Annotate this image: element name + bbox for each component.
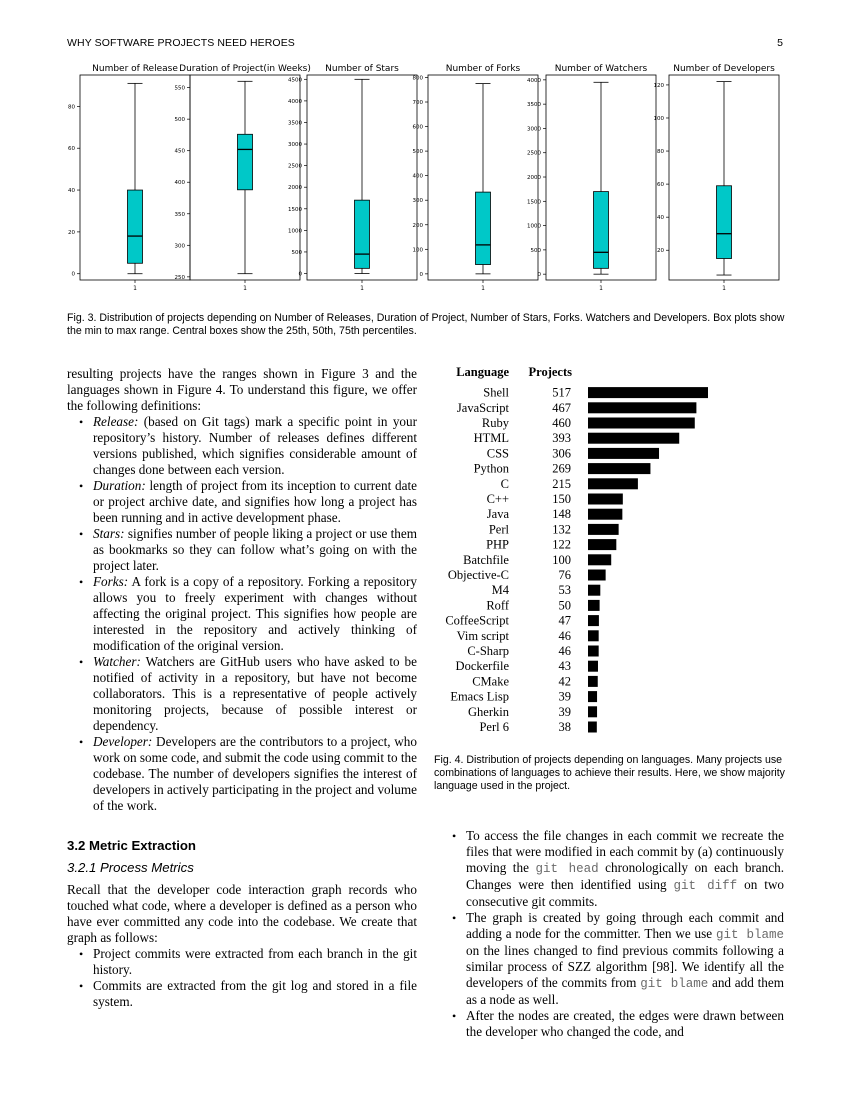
panel-title: Number of Forks — [445, 64, 521, 74]
x-tick-label: 1 — [599, 285, 603, 292]
y-tick-label: 2000 — [527, 175, 541, 182]
panel-title: Duration of Project(in Weeks) — [179, 64, 311, 74]
definition-text: A fork is a copy of a repository. Forking a repository allows you to freely experiment with changes without affecting the original project. This signifies how people are interested in the repository and actively thinking of modification of the original version. — [93, 574, 417, 653]
boxplot-panel — [288, 64, 417, 292]
project-count-label: 38 — [558, 720, 571, 734]
panel-title: Number of Stars — [325, 64, 399, 74]
language-bar — [588, 600, 600, 611]
y-tick-label: 20 — [68, 229, 75, 236]
iqr-box — [128, 190, 143, 263]
step-item: • Project commits were extracted from each branch in the git history. — [93, 946, 417, 978]
code-git-head: git head — [535, 862, 599, 876]
iqr-box — [238, 134, 253, 190]
definition-term: Stars: — [93, 526, 125, 541]
y-tick-label: 1000 — [288, 228, 302, 235]
panel-title: Number of Developers — [673, 64, 775, 74]
boxplot-panel — [527, 64, 656, 292]
step-item — [466, 910, 784, 1008]
language-bar — [588, 585, 600, 596]
language-bar — [588, 661, 598, 672]
y-tick-label: 120 — [653, 82, 664, 89]
project-count-label: 393 — [552, 431, 571, 446]
y-tick-label: 4000 — [527, 77, 541, 84]
project-count-label: 76 — [558, 568, 571, 582]
language-bar — [588, 448, 659, 459]
project-count-label: 148 — [552, 507, 571, 522]
y-tick-label: 2000 — [288, 185, 302, 192]
y-tick-label: 1500 — [527, 199, 541, 206]
project-count-label: 122 — [552, 537, 571, 552]
language-label: C++ — [486, 492, 509, 506]
y-tick-label: 500 — [412, 149, 423, 156]
boxplot-panel — [68, 64, 190, 292]
process-steps-list — [440, 828, 784, 1040]
project-count-label: 517 — [552, 385, 571, 400]
language-bar — [588, 554, 611, 565]
y-tick-label: 60 — [68, 146, 75, 153]
project-count-label: 39 — [558, 704, 571, 719]
y-tick-label: 100 — [412, 247, 423, 254]
running-title: WHY SOFTWARE PROJECTS NEED HEROES — [67, 37, 295, 49]
y-tick-label: 3500 — [527, 102, 541, 109]
step-item: • After the nodes are created, the edges were drawn between the developer who changed the code, and — [466, 1008, 784, 1040]
definition-item — [93, 414, 417, 478]
definition-text: Watchers are GitHub users who have asked to be notified of activity in a repository, but have not become collaborators. This is a representative of people actively monitoring projects, because of possible interest or dependency. — [93, 654, 417, 733]
step-item: • Commits are extracted from the git log and stored in a file system. — [93, 978, 417, 1010]
definition-term: Duration: — [93, 478, 146, 493]
y-tick-label: 200 — [412, 222, 423, 229]
language-label: HTML — [473, 431, 509, 446]
language-bar — [588, 646, 599, 657]
boxplot-panels — [60, 60, 790, 300]
y-tick-label: 500 — [174, 117, 185, 124]
y-tick-label: 700 — [412, 100, 423, 107]
y-tick-label: 400 — [174, 180, 185, 187]
definition-item — [93, 478, 417, 526]
column-header-language: Language — [456, 365, 509, 379]
definitions-list — [67, 414, 417, 814]
y-tick-label: 40 — [68, 188, 75, 195]
project-count-label: 132 — [552, 522, 571, 537]
y-tick-label: 0 — [71, 271, 75, 278]
project-count-label: 100 — [552, 552, 571, 567]
project-count-label: 43 — [558, 659, 571, 674]
definition-term: Watcher: — [93, 654, 141, 669]
project-count-label: 39 — [558, 689, 571, 704]
definition-text: Developers are the contributors to a project, who work on some code, and submit the code using commit to the codebase. The number of developers signifies the interest of developers in actively participating in the project and volume of the work. — [93, 734, 417, 813]
language-label: Gherkin — [468, 704, 509, 719]
project-count-label: 47 — [558, 613, 571, 628]
steps-list — [67, 946, 417, 1010]
y-tick-label: 500 — [291, 249, 302, 256]
x-tick-label: 1 — [243, 285, 247, 292]
subsection-heading: 3.2.1 Process Metrics — [67, 860, 194, 875]
definition-term: Forks: — [93, 574, 129, 589]
boxplot-panel — [413, 64, 539, 292]
project-count-label: 46 — [558, 628, 571, 643]
step-text: on the lines changed to find previous commits following a similar process of SZZ algorithm [98]. We identify all the developers of the commits from — [466, 943, 784, 990]
x-tick-label: 1 — [481, 285, 485, 292]
language-label: C-Sharp — [467, 644, 509, 658]
language-label: JavaScript — [456, 400, 509, 415]
language-label: Ruby — [481, 416, 509, 430]
y-tick-label: 60 — [657, 182, 664, 189]
definition-text: signifies number of people liking a project or use them as bookmarks so they can follow what’s going on with the project later. — [93, 526, 417, 573]
figure-3-caption: Fig. 3. Distribution of projects depending on Number of Releases, Duration of Project, Number of Stars, Forks. Watchers and Developers. Box plots show the min to max range. Central boxes show the 25th, 50th, 75th percentiles. — [67, 312, 785, 337]
language-label: Vim script — [456, 628, 509, 643]
panel-title: Number of Watchers — [554, 64, 648, 74]
language-bar — [588, 615, 599, 626]
boxplot-panel — [654, 64, 780, 292]
figure-4-caption: Fig. 4. Distribution of projects depending on languages. Many projects use combinations of languages to achieve their results. Here, we show majority language used in the project. — [434, 754, 785, 792]
definition-text: length of project from its inception to current date or project archive date, and signifies how long a project has been running and in active development phase. — [93, 478, 417, 525]
language-label: Perl — [488, 522, 509, 537]
language-label: CoffeeScript — [445, 613, 509, 628]
y-tick-label: 3000 — [527, 126, 541, 133]
y-tick-label: 550 — [174, 85, 185, 92]
code-git-blame: git blame — [715, 928, 785, 942]
y-tick-label: 2500 — [288, 163, 302, 170]
page-number: 5 — [777, 37, 783, 49]
language-bar — [588, 433, 679, 444]
language-label: Shell — [483, 385, 509, 400]
y-tick-label: 80 — [68, 104, 75, 111]
definition-item — [93, 574, 417, 654]
language-label: M4 — [491, 583, 509, 598]
language-label: Perl 6 — [479, 720, 509, 734]
language-bar — [588, 570, 606, 581]
language-bar — [588, 539, 616, 550]
project-count-label: 53 — [558, 583, 571, 598]
language-bar — [588, 722, 597, 733]
y-tick-label: 3000 — [288, 142, 302, 149]
y-tick-label: 300 — [174, 243, 185, 250]
y-tick-label: 0 — [419, 271, 423, 278]
x-tick-label: 1 — [722, 285, 726, 292]
language-bar-chart — [440, 364, 785, 736]
y-tick-label: 400 — [412, 173, 423, 180]
language-bar — [588, 676, 598, 687]
definition-item — [93, 734, 417, 814]
y-tick-label: 1500 — [288, 206, 302, 213]
x-tick-label: 1 — [360, 285, 364, 292]
step-text: To access the file changes in each commit we recreate the files that were modified in each commit by (a) continuously moving the — [466, 828, 784, 875]
figure-3-boxplots — [60, 60, 790, 300]
project-count-label: 46 — [558, 644, 571, 658]
body-paragraph: Recall that the developer code interaction graph records who touched what code, where a developer is defined as a person who have ever committed any code into the codebase. We create that graph as follows: — [67, 882, 417, 945]
project-count-label: 460 — [552, 416, 571, 430]
y-tick-label: 350 — [174, 211, 185, 218]
y-tick-label: 4000 — [288, 98, 302, 105]
definition-item — [93, 526, 417, 574]
language-label: CSS — [486, 446, 509, 461]
language-label: Dockerfile — [455, 659, 509, 674]
iqr-box — [717, 186, 732, 259]
right-column — [440, 828, 784, 1040]
iqr-box — [355, 200, 370, 268]
panel-title: Number of Release — [92, 64, 178, 74]
y-tick-label: 250 — [174, 274, 185, 281]
iqr-box — [594, 192, 609, 269]
intro-paragraph: resulting projects have the ranges shown in Figure 3 and the languages shown in Figure 4. To understand this figure, we offer the following definitions: — [67, 366, 417, 413]
project-count-label: 50 — [558, 598, 571, 613]
language-bar — [588, 387, 708, 398]
language-bar — [588, 524, 619, 535]
y-tick-label: 4500 — [288, 77, 302, 84]
left-column — [67, 366, 417, 1010]
language-label: CMake — [472, 674, 509, 689]
project-count-label: 150 — [552, 492, 571, 506]
language-bar — [588, 630, 599, 641]
project-count-label: 467 — [552, 400, 571, 415]
figure-4-language-chart — [440, 364, 785, 736]
definition-text: (based on Git tags) mark a specific point in your repository’s history. Number of releases defines different versions published, which signifies considerable amount of changes done between each version. — [93, 414, 417, 477]
y-tick-label: 2500 — [527, 150, 541, 157]
step-text: The graph is created by going through each commit and adding a node for the committer. Then we use — [466, 910, 784, 941]
language-label: PHP — [486, 537, 509, 552]
project-count-label: 215 — [552, 476, 571, 491]
project-count-label: 306 — [552, 446, 571, 461]
definition-item — [93, 654, 417, 734]
y-tick-label: 500 — [530, 247, 541, 254]
definition-term: Release: — [93, 414, 139, 429]
step-text: and add them as a node as well. — [466, 975, 785, 1007]
y-tick-label: 1000 — [527, 223, 541, 230]
project-count-label: 42 — [558, 674, 571, 689]
code-git-blame: git blame — [640, 977, 709, 991]
step-item — [466, 828, 784, 910]
step-text: chronologically on each branch. Changes were then identified using — [466, 860, 784, 892]
project-count-label: 269 — [552, 461, 571, 476]
language-label: Python — [473, 461, 509, 476]
language-label: Roff — [486, 598, 509, 613]
column-header-projects: Projects — [528, 365, 572, 379]
y-tick-label: 0 — [298, 271, 302, 278]
language-bar — [588, 402, 696, 413]
language-bar — [588, 463, 650, 474]
language-label: Java — [486, 507, 509, 522]
language-bar — [588, 706, 597, 717]
y-tick-label: 800 — [412, 75, 423, 82]
y-tick-label: 0 — [537, 272, 541, 279]
x-tick-label: 1 — [133, 285, 137, 292]
y-tick-label: 450 — [174, 148, 185, 155]
language-label: C — [500, 476, 509, 491]
code-git-diff: git diff — [673, 879, 738, 893]
step-text: on two consecutive git commits. — [466, 877, 785, 909]
language-bar — [588, 478, 638, 489]
language-bar — [588, 691, 597, 702]
y-tick-label: 100 — [653, 115, 664, 122]
definition-term: Developer: — [93, 734, 153, 749]
y-tick-label: 600 — [412, 124, 423, 131]
y-tick-label: 3500 — [288, 120, 302, 127]
language-bar — [588, 494, 623, 505]
iqr-box — [476, 192, 491, 264]
language-bar — [588, 418, 695, 429]
language-label: Objective-C — [447, 568, 509, 582]
y-tick-label: 80 — [657, 149, 664, 156]
section-heading: 3.2 Metric Extraction — [67, 838, 196, 853]
language-bar — [588, 509, 622, 520]
y-tick-label: 20 — [657, 248, 664, 255]
language-label: Batchfile — [463, 552, 509, 567]
y-tick-label: 40 — [657, 215, 664, 222]
y-tick-label: 300 — [412, 198, 423, 205]
language-label: Emacs Lisp — [450, 689, 509, 704]
